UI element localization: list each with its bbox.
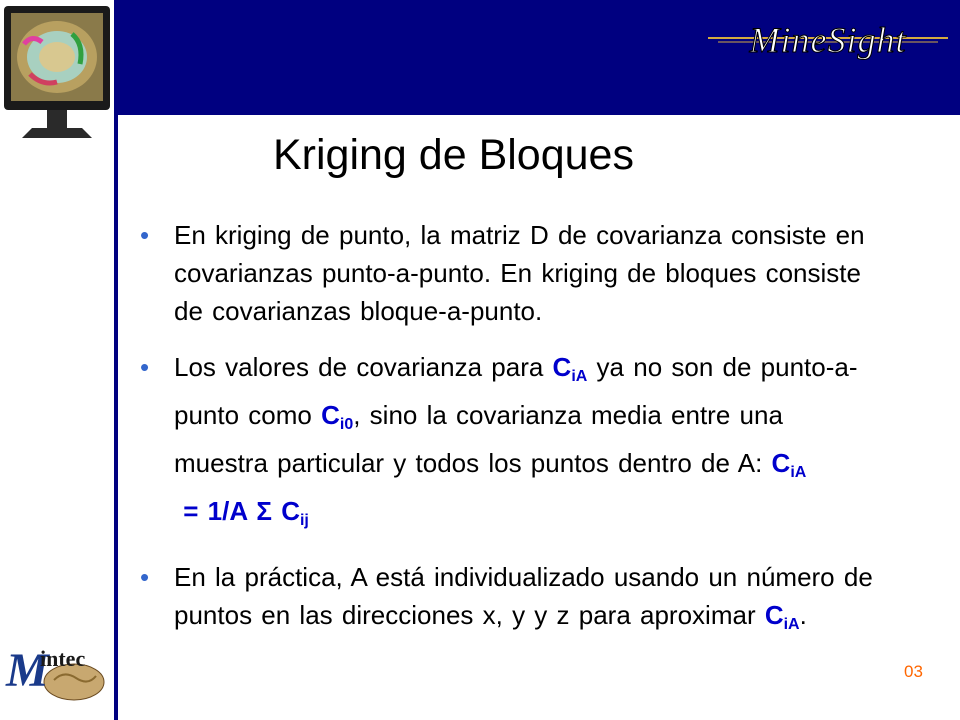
symbol: C [771,448,791,478]
text-segment: . [799,600,807,630]
mintec-logo [4,640,114,704]
symbol: C [552,352,572,382]
bullet-marker: • [140,220,150,250]
bullet-item [140,558,885,644]
subscript: ij [299,512,309,529]
slide-title: Kriging de Bloques [273,131,634,179]
text-segment: ya no son de punto-a-punto como [174,352,858,430]
text-segment: En la práctica, A está individualizado usando un número de puntos en las direcciones x, y y z para aproximar [174,562,873,630]
text-segment: Los valores de covarianza para [174,352,553,382]
bullet-text [174,352,858,529]
bullet-marker: • [140,562,150,592]
minesight-logo-text: MineSight [749,20,907,60]
symbol: C [764,600,784,630]
side-divider [114,0,118,720]
subscript: iA [790,464,807,481]
page-number: 03 [904,662,923,681]
subscript: i0 [339,416,354,433]
subscript: iA [571,368,588,385]
bullet-item [140,216,885,330]
symbol: C [321,400,340,430]
text-segment: , sino la covarianza media entre una muestra particular y todos los puntos dentro de A: [174,400,783,478]
bullet-marker: • [140,352,150,382]
bullet-list [140,216,885,662]
bullet-item [140,348,885,540]
mintec-logo-text: intec [40,646,86,671]
formula-operator: = 1/A Σ [174,496,282,526]
bullet-text: En kriging de punto, la matriz D de covarianza consiste en covarianzas punto-a-punto. En kriging de bloques consiste de covarianzas bloque-a-punto. [174,220,865,326]
subscript: iA [783,616,800,633]
mintec-logo-m: M [6,644,49,697]
minesight-logo [708,12,948,64]
symbol: C [281,496,300,526]
symbol-c-ia [552,352,588,385]
monitor-icon [2,4,114,146]
symbol-c-i0 [321,400,354,433]
symbol-c-ia [764,600,800,633]
bullet-text [174,562,873,633]
